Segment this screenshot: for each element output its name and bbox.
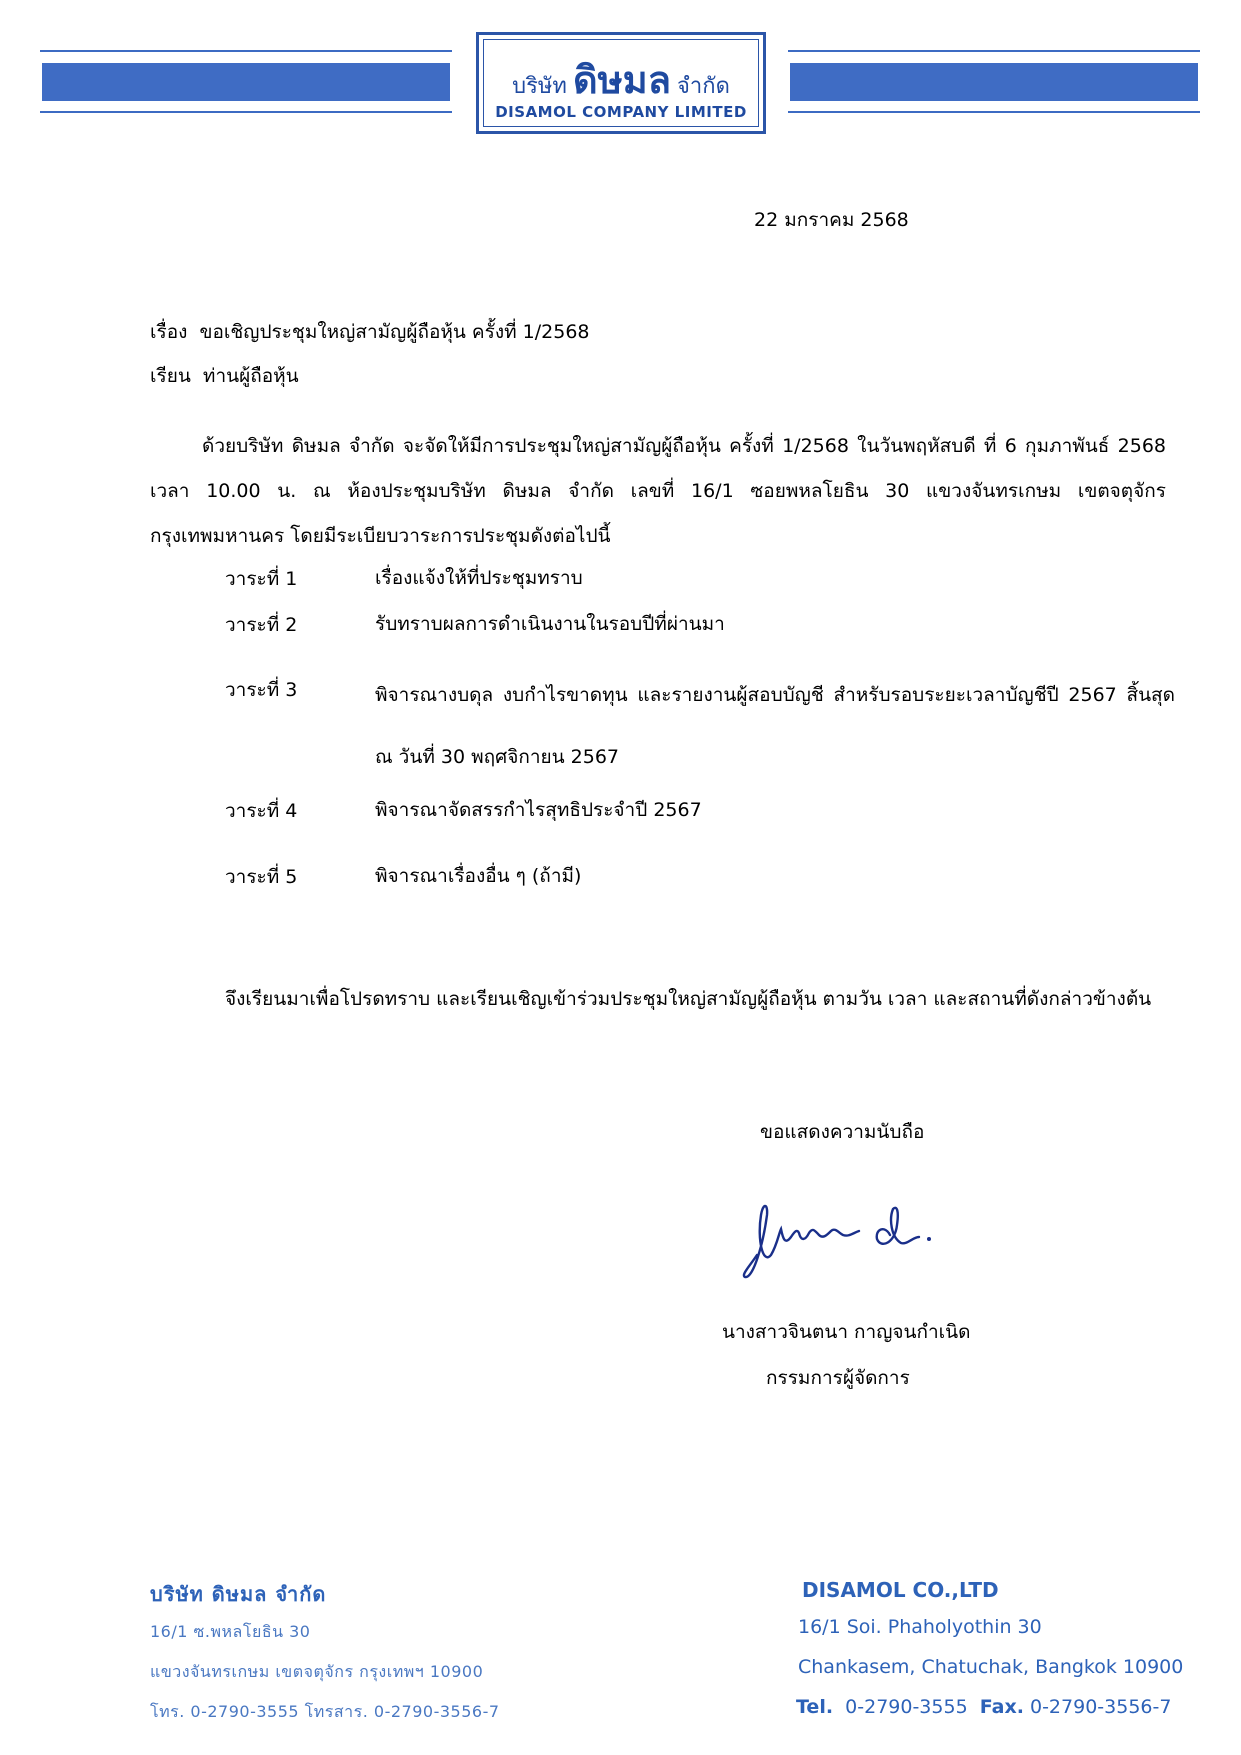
subject-text: ขอเชิญประชุมใหญ่สามัญผู้ถือหุ้น ครั้งที่ 1/2568	[199, 321, 590, 343]
logo-thai-name: บริษัท ดิษมล จำกัด	[512, 57, 730, 102]
signature-image	[735, 1185, 970, 1285]
closing-paragraph: จึงเรียนมาเพื่อโปรดทราบ และเรียนเชิญเข้าร่วมประชุมใหญ่สามัญผู้ถือหุ้น ตามวัน เวลา และสถานที่ดังกล่าวข้างต้น	[225, 988, 1152, 1010]
fax-number: 0-2790-3556-7	[1029, 1696, 1172, 1718]
regards-text: ขอแสดงความนับถือ	[760, 1121, 925, 1143]
header-line-bottom-left	[40, 111, 452, 113]
subject-label: เรื่อง	[150, 321, 188, 343]
agenda-3-text: พิจารณางบดุล งบกำไรขาดทุน และรายงานผู้สอบบัญชี สำหรับรอบระยะเวลาบัญชีปี 2567 สิ้นสุด ณ วันที่ 30 พฤศจิกายน 2567	[375, 684, 1175, 768]
agenda-4-text: พิจารณาจัดสรรกำไรสุทธิประจำปี 2567	[375, 799, 702, 821]
letter-date: 22 มกราคม 2568	[754, 209, 909, 231]
header-line-left	[40, 50, 452, 52]
agenda-3-number: วาระที่ 3	[225, 679, 298, 701]
header-line-bottom-right	[788, 111, 1200, 113]
agenda-1-text: เรื่องแจ้งให้ที่ประชุมทราบ	[375, 567, 583, 589]
footer-english-address-2: Chankasem, Chatuchak, Bangkok 10900	[798, 1656, 1184, 1678]
tel-label: Tel.	[796, 1696, 834, 1718]
footer-thai-address-2: แขวงจันทรเกษม เขตจตุจักร กรุงเทพฯ 10900	[150, 1662, 484, 1681]
footer-thai-phone: โทร. 0-2790-3555 โทรสาร. 0-2790-3556-7	[150, 1702, 500, 1721]
agenda-2-text: รับทราบผลการดำเนินงานในรอบปีที่ผ่านมา	[375, 613, 725, 635]
recipient-line	[150, 362, 299, 390]
header-bar-left	[42, 63, 450, 101]
subject-line	[150, 318, 590, 346]
agenda-5-text: พิจารณาเรื่องอื่น ๆ (ถ้ามี)	[375, 865, 582, 887]
fax-label: Fax.	[979, 1696, 1024, 1718]
tel-number: 0-2790-3555	[845, 1696, 968, 1718]
intro-paragraph: ด้วยบริษัท ดิษมล จำกัด จะจัดให้มีการประชุมใหญ่สามัญผู้ถือหุ้น ครั้งที่ 1/2568 ในวันพฤหัสบดี ที่ 6 กุมภาพันธ์ 2568 เวลา 10.00 น. ณ ห้องประชุมบริษัท ดิษมล จำกัด เลขที่ 16/1 ซอยพหลโยธิน 30 แขวงจันทรเกษม เขตจตุจักร กรุงเทพมหานคร โดยมีระเบียบวาระการประชุมดังต่อไปนี้	[150, 435, 1166, 547]
agenda-1-number: วาระที่ 1	[225, 568, 298, 590]
header-bar-right	[790, 63, 1198, 101]
company-logo	[476, 32, 766, 134]
agenda-4-number: วาระที่ 4	[225, 800, 298, 822]
logo-english-name: DISAMOL COMPANY LIMITED	[495, 103, 747, 121]
recipient-label: เรียน	[150, 365, 191, 387]
recipient-text: ท่านผู้ถือหุ้น	[202, 365, 299, 387]
signer-title: กรรมการผู้จัดการ	[766, 1367, 910, 1389]
header-line-right	[788, 50, 1200, 52]
agenda-2-number: วาระที่ 2	[225, 614, 298, 636]
footer-english-address-1: 16/1 Soi. Phaholyothin 30	[798, 1616, 1042, 1638]
footer-thai-company: บริษัท ดิษมล จำกัด	[150, 1582, 327, 1606]
footer-thai-address-1: 16/1 ซ.พหลโยธิน 30	[150, 1622, 311, 1641]
footer-english-company: DISAMOL CO.,LTD	[802, 1578, 999, 1602]
agenda-5-number: วาระที่ 5	[225, 866, 298, 888]
signer-name: นางสาวจินตนา กาญจนกำเนิด	[722, 1321, 971, 1343]
footer-english-phone	[796, 1696, 1171, 1718]
